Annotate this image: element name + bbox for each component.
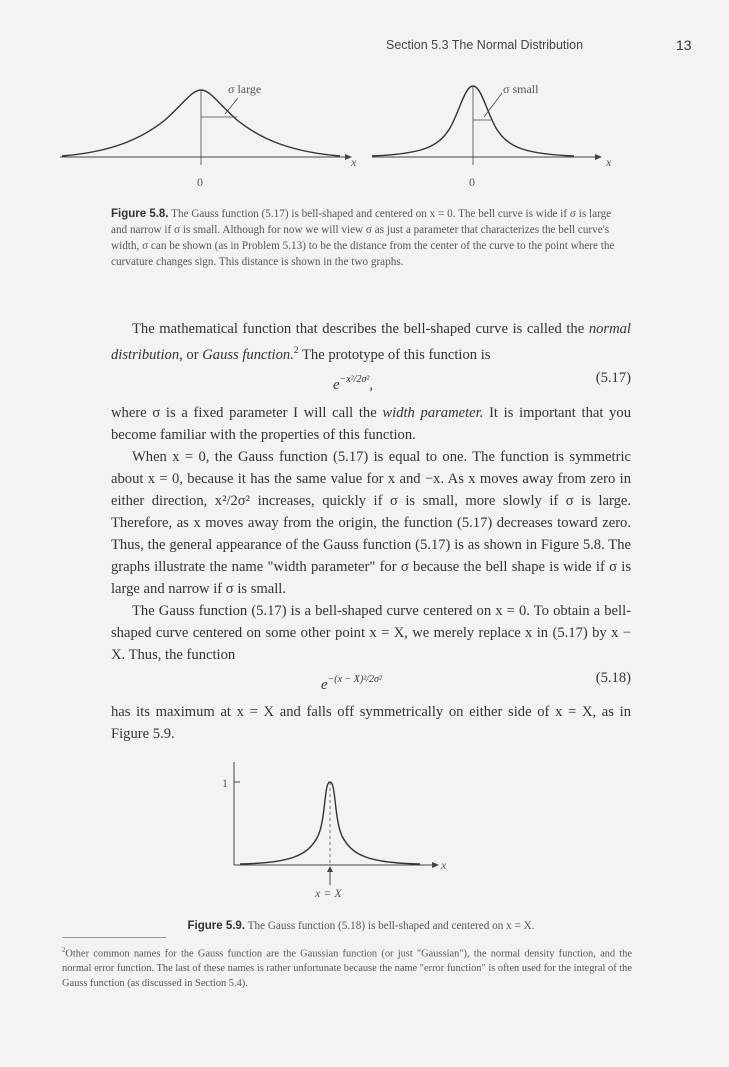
running-header: [0, 38, 729, 58]
para5-text: has its maximum at x = X and falls off symmetrically on either side of x = X, as in Figure 5.9.: [111, 704, 631, 742]
sigma-large-label: σ large: [228, 82, 262, 96]
left-x-label: x: [351, 155, 357, 169]
figure-5-9-label: Figure 5.9.: [187, 920, 246, 932]
term-gauss-function: Gauss function.: [202, 346, 294, 363]
sigma-small-label: σ small: [503, 82, 539, 96]
section-title: Section 5.3 The Normal Distribution: [386, 38, 584, 52]
x-axis-label: x: [441, 858, 447, 872]
left-sigma-pointer: [225, 98, 238, 114]
eq-5-17-exponent: −x²/2σ²: [339, 374, 370, 385]
y-one-label: 1: [222, 776, 228, 790]
term-width-parameter: width parameter.: [382, 405, 484, 421]
equation-5-18: [111, 670, 631, 694]
figure-5-8: [60, 70, 620, 200]
right-x-label: x: [606, 155, 612, 169]
term-normal-distribution: normal distribution,: [111, 321, 631, 363]
center-label: x = X: [315, 886, 342, 900]
para2-text-a: where σ is a fixed parameter I will call the: [111, 405, 383, 421]
eq-5-17-base: e: [333, 377, 340, 393]
footnote-ref: 2: [293, 346, 299, 356]
figure-5-8-caption-text: The Gauss function (5.17) is bell-shaped and centered on x = 0. The bell curve is wide if σ is large and narrow if σ is small. Although for now we will view σ as just a parameter that characterizes the bell curve's width, σ can be shown (as in Problem 5.13) to be the distance from the center of the curve to the point where the curvature changes sign. This distance is shown in the two graphs.: [111, 208, 615, 268]
para1-text-b: or: [182, 346, 203, 363]
para2-text-b: It is important that you become familiar with the properties of this function.: [111, 405, 631, 443]
equation-5-17: [111, 370, 631, 394]
center-pointer-arrow: [327, 866, 333, 872]
right-axis-arrow: [595, 154, 602, 160]
figure-5-9-graph: [220, 760, 450, 900]
right-sigma-pointer: [484, 93, 502, 117]
x-axis-arrow: [432, 862, 439, 868]
para1-text-c: The prototype of this function is: [298, 346, 491, 363]
page-number: 13: [676, 37, 692, 53]
para3-text: When x = 0, the Gauss function (5.17) is equal to one. The function is symmetric about x = 0, because it has the same value for x and −x. As x moves away from zero in either direction, x²/2σ² increases, quickly if σ is small, more slowly if σ is large. Therefore, as x moves away from the origin, the function (5.17) decreases toward zero. Thus, the general appearance of the Gauss function (5.17) is as shown in Figure 5.8. The graphs illustrate the name "width parameter" for σ because the bell shape is wide if σ is large and narrow if σ is small.: [111, 449, 631, 597]
paragraph-5: [111, 701, 631, 745]
eq-5-17-number: (5.17): [595, 370, 631, 386]
figure-5-9-caption: [111, 918, 611, 934]
paragraph-3: [111, 446, 631, 600]
eq-5-18-number: (5.18): [595, 670, 631, 686]
paragraph-1: [111, 318, 631, 366]
figure-5-8-label: Figure 5.8.: [111, 208, 169, 220]
paragraph-2: [111, 402, 631, 446]
figure-5-8-caption: [111, 206, 626, 270]
figure-5-9: [220, 760, 450, 900]
left-origin-label: 0: [197, 175, 203, 189]
footnote-rule: [62, 937, 166, 938]
figure-5-9-caption-text: The Gauss function (5.18) is bell-shaped and centered on x = X.: [247, 920, 535, 932]
eq-5-17-comma: ,: [369, 377, 374, 393]
para1-text-a: The mathematical function that describes the bell-shaped curve is called the: [132, 321, 589, 337]
right-origin-label: 0: [469, 175, 475, 189]
para4-text: The Gauss function (5.17) is a bell-shaped curve centered on x = 0. To obtain a bell-shaped curve centered on some other point x = X, we merely replace x in (5.17) by x − X. Thus, the function: [111, 603, 631, 663]
paragraph-4: [111, 600, 631, 666]
eq-5-18-exponent: −(x − X)²/2σ²: [327, 674, 382, 685]
footnote: [62, 943, 632, 991]
eq-5-18-base: e: [321, 677, 328, 693]
footnote-text: Other common names for the Gauss function are the Gaussian function (or just "Gaussian"), the normal density function, and the normal error function. The last of these names is rather unfortunate because the name "error function" is often used for the integral of the Gauss function (as discussed in Section 5.4).: [62, 948, 632, 990]
footnote-mark: 2: [62, 947, 66, 954]
